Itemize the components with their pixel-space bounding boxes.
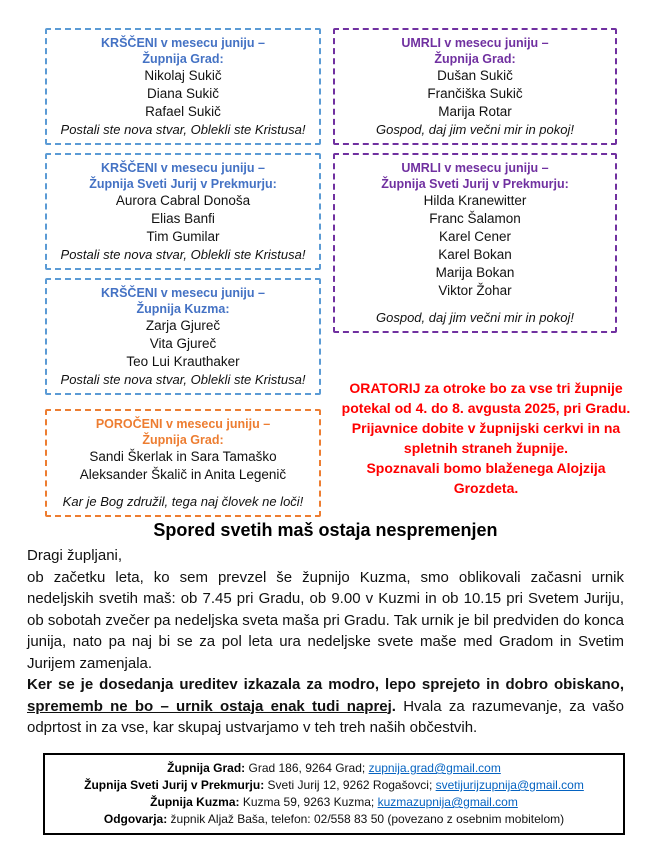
list-item: Teo Lui Krauthaker bbox=[126, 354, 240, 369]
page-title: Spored svetih maš ostaja nespremenjen bbox=[153, 520, 498, 540]
box-title-line2: Župnija Sveti Jurij v Prekmurju: bbox=[89, 177, 277, 191]
box-quote: Postali ste nova stvar, Oblekli ste Kristusa! bbox=[60, 122, 306, 137]
schedule-bold-period: . bbox=[391, 697, 396, 715]
box-quote: Kar je Bog združil, tega naj človek ne loči! bbox=[62, 494, 304, 509]
list-item: Karel Cener bbox=[438, 229, 512, 244]
list-item: Viktor Žohar bbox=[438, 283, 512, 298]
list-item: Elias Banfi bbox=[151, 211, 215, 226]
contact-label: Župnija Grad: bbox=[167, 761, 246, 775]
box-quote: Postali ste nova stvar, Oblekli ste Kristusa! bbox=[60, 372, 306, 387]
schedule-underlined-text: sprememb ne bo – urnik ostaja enak tudi naprej bbox=[27, 697, 392, 715]
list-item: Hilda Kranewitter bbox=[423, 193, 527, 208]
box-title-line1: KRŠČENI v mesecu juniju – bbox=[101, 161, 265, 175]
list-item: Diana Sukič bbox=[146, 86, 220, 101]
baptized-grad-box bbox=[45, 28, 321, 145]
box-title-line2: Župnija Kuzma: bbox=[136, 302, 230, 316]
baptized-jurij-box bbox=[45, 153, 321, 270]
list-item: Karel Bokan bbox=[438, 247, 512, 262]
email-link-jurij[interactable]: svetijurijzupnija@gmail.com bbox=[435, 778, 584, 792]
list-item: Vita Gjureč bbox=[149, 336, 217, 351]
contact-line-kuzma bbox=[49, 794, 619, 811]
list-item: Sandi Škerlak in Sara Tamaško bbox=[89, 449, 277, 464]
contact-label: Župnija Kuzma: bbox=[150, 795, 240, 809]
list-item: Nikolaj Sukič bbox=[144, 68, 222, 83]
contact-label: Odgovarja: bbox=[103, 812, 168, 826]
schedule-paragraph-2 bbox=[27, 674, 624, 739]
contact-label: Župnija Sveti Jurij v Prekmurju: bbox=[84, 778, 265, 792]
schedule-section bbox=[27, 519, 624, 739]
schedule-bold-text: Ker se je dosedanja ureditev izkazala za modro, lepo sprejeto in dobro obiskano, bbox=[27, 676, 624, 693]
list-item: Marija Rotar bbox=[438, 104, 512, 119]
list-item: Tim Gumilar bbox=[146, 229, 220, 244]
list-item: Zarja Gjureč bbox=[145, 318, 221, 333]
right-column bbox=[333, 28, 631, 498]
box-quote: Gospod, daj jim večni mir in pokoj! bbox=[376, 310, 574, 325]
oratorij-notice-part2: Spoznavali bomo blaženega Alojzija Grozdeta. bbox=[366, 460, 606, 496]
oratorij-notice-part1: ORATORIJ za otroke bo za vse tri župnije potekal od 4. do 8. avgusta 2025, pri Gradu. Prijavnice dobite v župnijski cerkvi in na spletnih straneh župnije. bbox=[341, 380, 631, 456]
married-grad-box bbox=[45, 409, 321, 517]
list-item: Rafael Sukič bbox=[145, 104, 221, 119]
contact-address: Sveti Jurij 12, 9262 Rogašovci; bbox=[264, 778, 436, 792]
oratorij-notice bbox=[333, 378, 639, 498]
contact-phone: župnik Aljaž Baša, telefon: 02/558 83 50 (povezano z osebnim mobitelom) bbox=[167, 812, 565, 826]
contact-line-jurij bbox=[49, 777, 619, 794]
box-title-line1: KRŠČENI v mesecu juniju – bbox=[101, 286, 265, 300]
box-title-line1: UMRLI v mesecu juniju – bbox=[401, 36, 549, 50]
list-item: Franc Šalamon bbox=[429, 211, 521, 226]
box-title-line1: UMRLI v mesecu juniju – bbox=[401, 161, 549, 175]
list-item: Marija Bokan bbox=[435, 265, 515, 280]
left-column bbox=[45, 28, 321, 525]
email-link-grad[interactable]: zupnija.grad@gmail.com bbox=[368, 761, 501, 775]
deceased-jurij-box bbox=[333, 153, 617, 333]
list-item: Dušan Sukič bbox=[437, 68, 513, 83]
baptized-kuzma-box bbox=[45, 278, 321, 395]
schedule-paragraph-1: ob začetku leta, ko sem prevzel še župnijo Kuzma, smo oblikovali začasni urnik nedeljskih svetih maš: ob 7.45 pri Gradu, ob 9.00 v Kuzmi in ob 10.15 pri Svetem Juriju, ob sobotah zvečer pa nedeljska sveta maša pri Gradu. Tak urnik je bil predviden do konca junija, nato pa naj bi se za pol leta ura nedeljske svete maše med Gradom in Svetim Jurijem zamenjala. bbox=[27, 568, 624, 672]
deceased-grad-box bbox=[333, 28, 617, 145]
list-item: Aurora Cabral Donoša bbox=[115, 193, 251, 208]
box-quote: Postali ste nova stvar, Oblekli ste Kristusa! bbox=[60, 247, 306, 262]
contact-address: Kuzma 59, 9263 Kuzma; bbox=[239, 795, 378, 809]
contact-line-responsible bbox=[49, 811, 619, 828]
email-link-kuzma[interactable]: kuzmazupnija@gmail.com bbox=[377, 795, 518, 809]
box-title-line2: Župnija Grad: bbox=[142, 433, 224, 447]
box-title-line2: Župnija Grad: bbox=[142, 52, 224, 66]
list-item: Frančiška Sukič bbox=[427, 86, 523, 101]
box-title-line2: Župnija Sveti Jurij v Prekmurju: bbox=[381, 177, 569, 191]
contact-address: Grad 186, 9264 Grad; bbox=[245, 761, 369, 775]
list-item: Aleksander Škalič in Anita Legenič bbox=[79, 467, 287, 482]
box-title-line2: Župnija Grad: bbox=[434, 52, 516, 66]
box-title-line1: KRŠČENI v mesecu juniju – bbox=[101, 36, 265, 50]
schedule-closing-text: Hvala za razumevanje, za vašo odprtost in za vse, kar skupaj ustvarjamo v teh treh naših občestvih. bbox=[27, 697, 625, 736]
box-quote: Gospod, daj jim večni mir in pokoj! bbox=[376, 122, 574, 137]
box-title-line1: POROČENI v mesecu juniju – bbox=[95, 417, 271, 431]
contact-line-grad bbox=[49, 760, 619, 777]
greeting-line: Dragi župljani, bbox=[27, 547, 123, 564]
contact-info-box bbox=[43, 753, 625, 835]
